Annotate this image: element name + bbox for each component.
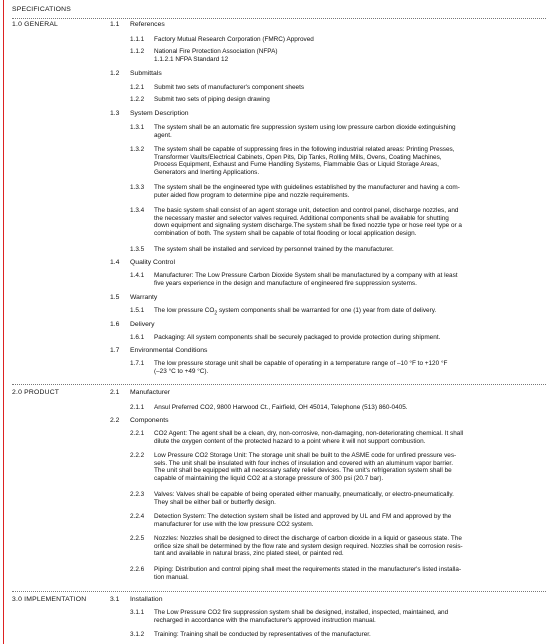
spec-item: 1.7.1 The low pressure storage unit shall be capable of operating in a temperature range of –10 °F to +120 °F (–23 °C to +49 °C). [130,360,448,375]
spec-item: 1.3.4 The basic system shall consist of an agent storage unit, detection and control panel, discharge nozzles, and the necessary master and selector valves required. Additional components shall be available for shutting down equipment and signaling system discharge.The system shall be fixed nozzle type or hose reel type or a combination of both. The system shall be capable of total flooding or local application design. [130,207,462,237]
spec-item: 1.4.1 Manufacturer: The Low Pressure Carbon Dioxide System shall be manufactured by a company with at least five years experience in the design and manufacture of engineered fire suppression systems. [130,272,458,287]
section-heading: 1.0 GENERAL [12,21,59,28]
spec-item: 3.1.1 The Low Pressure CO2 fire suppression system shall be designed, installed, inspected, maintained, and recharged in accordance with the manufacturer's approved instruction manual. [130,609,449,624]
spec-item: 1.3.3 The system shall be the engineered type with guidelines established by the manufacturer and having a com- puter aided flow program to determine pipe and nozzle requirements. [130,184,460,199]
spec-item: 2.2.4 Detection System: The detection system shall be listed and approved by UL and FM and approved by the manufacturer for use with the low pressure CO2 system. [130,513,452,528]
spec-item: 2.2.6 Piping: Distribution and control piping shall meet the requirements stated in the manufacturer's listed installa- tion manual. [130,566,462,581]
spec-item: 1.3.1 The system shall be an automatic fire suppression system using low pressure carbon dioxide extinguishing agent. [130,124,456,139]
spec-item: 1.3.5 The system shall be installed and serviced by personnel trained by the manufacturer. [130,246,394,253]
section-heading: 3.0 IMPLEMENTATION [12,596,87,603]
spec-item: 2.1.1 Ansul Preferred CO2, 9800 Harwood Ct., Fairfield, OH 45014, Telephone (513) 860-0405. [130,404,408,411]
spec-item: 2.2.2 Low Pressure CO2 Storage Unit: The storage unit shall be built to the ASME code for unfired pressure ves- sels. The unit shall be insulated with four inches of insulation and covered with an aluminum vapor barrier. The unit shall be equipped with all necessary safety relief devices. The unit's refrigeration system shall be capable of maintaining the liquid CO2 at a storage pressure of 300 psi (20.7 bar). [130,452,457,482]
spec-item: 1.1.1 Factory Mutual Research Corporation (FMRC) Approved [130,36,314,43]
subsection-heading: 1.7 Environmental Conditions [110,347,208,354]
margin-line [3,0,4,644]
subsection-heading: 1.1 References [110,21,165,28]
section-divider [12,591,546,592]
spec-item: 1.2.1 Submit two sets of manufacturer's component sheets [130,84,305,91]
subsection-heading: 1.2 Submittals [110,70,162,77]
spec-item: 1.2.2 Submit two sets of piping design drawing [130,96,270,103]
spec-item: 1.3.2 The system shall be capable of suppressing fires in the following industrial related areas: Printing Presses, Transformer Vaults/Electrical Cabinets, Open Pits, Dip Tanks, Rolling Mills, Ovens, Coating Machines, Process Equipment, Exhaust and Fume Handling Systems, Flammable Gas or Liquid Storage Areas, Generators and Inerting Applications. [130,146,455,176]
spec-item: 2.2.5 Nozzles: Nozzles shall be designed to direct the discharge of carbon dioxide in a liquid or gaseous state. The orifice size shall be determined by the flow rate and system design required. Nozzles shall be corrosion resis- tant and available in natural brass, zinc plated steel, or painted red. [130,535,463,558]
section-divider [12,384,546,385]
subsection-heading: 1.5 Warranty [110,294,158,301]
subsection-heading: 2.1 Manufacturer [110,389,171,396]
spec-item: 3.1.2 Training: Training shall be conducted by representatives of the manufacturer. [130,631,371,638]
subsection-heading: 3.1 Installation [110,596,163,603]
spec-item: 1.1.2 National Fire Protection Association (NFPA) 1.1.2.1 NFPA Standard 12 [130,48,278,63]
subsection-heading: 1.3 System Description [110,110,189,117]
page-header: SPECIFICATIONS [12,6,71,13]
section-heading: 2.0 PRODUCT [12,389,60,396]
spec-item: 2.2.3 Valves: Valves shall be capable of being operated either manually, pneumatically, or electro-pneumatically. They shall be either ball or butterfly design. [130,491,454,506]
subsection-heading: 1.6 Delivery [110,321,155,328]
spec-item: 2.2.1 CO2 Agent: The agent shall be a clean, dry, non-corrosive, non-damaging, non-deteriorating chemical. It shall dilute the oxygen content of the protected hazard to a point where it will not support combustion. [130,430,464,445]
spec-item: 1.6.1 Packaging: All system components shall be securely packaged to provide protection during shipment. [130,334,441,341]
section-divider [12,18,546,19]
spec-item: 1.5.1 The low pressure $CO_2$ system components shall be warranted for one (1) year from date of delivery. [130,307,437,317]
subsection-heading: 2.2 Components [110,417,169,424]
subsection-heading: 1.4 Quality Control [110,259,175,266]
